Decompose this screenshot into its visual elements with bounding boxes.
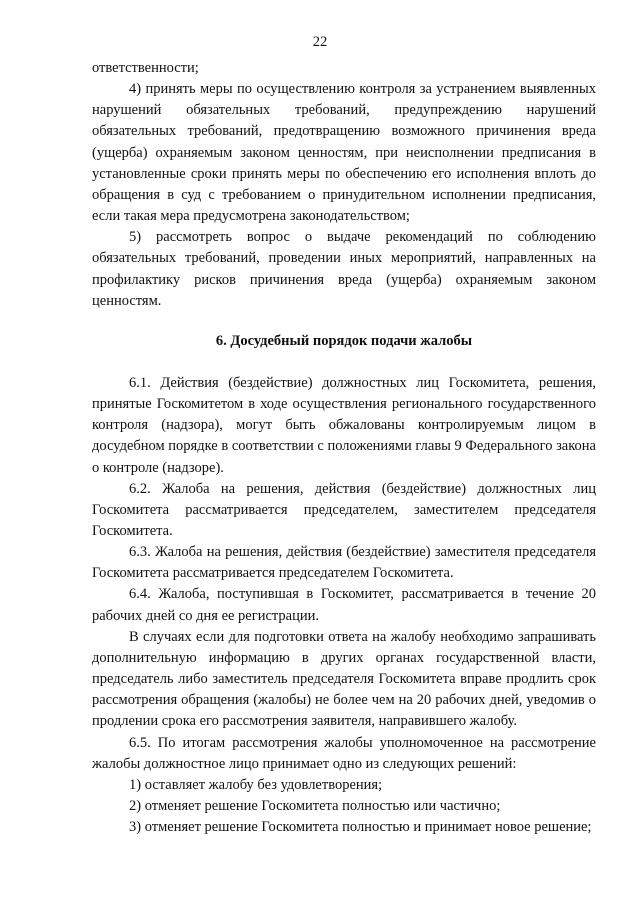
- page-number: 22: [312, 34, 328, 50]
- paragraph: 6.3. Жалоба на решения, действия (бездействие) заместителя председателя Госкомитета рассматривается председателем Госкомитета.: [92, 544, 596, 582]
- list-item: 3) отменяет решение Госкомитета полностью и принимает новое решение;: [129, 819, 592, 836]
- document-body: [92, 58, 596, 838]
- section-heading: 6. Досудебный порядок подачи жалобы: [215, 332, 473, 349]
- paragraph: 4) принять меры по осуществлению контроля за устранением выявленных нарушений обязательных требований, предупреждению нарушений обязательных требований, предотвращению возможного причинения вреда (ущерба) охраняемым законом ценностям, при неисполнении предписания в установленные сроки принять меры по обеспечению его исполнения вплоть до обращения в суд с требованием о принудительном исполнении предписания, если такая мера предусмотрена законодательством;: [92, 81, 596, 225]
- list-item: 1) оставляет жалобу без удовлетворения;: [129, 776, 383, 793]
- paragraph: 6.1. Действия (бездействие) должностных лиц Госкомитета, решения, принятые Госкомитетом в ходе осуществления регионального государственного контроля (надзора), могут быть обжалованы контролируемым лицом в досудебном порядке в соответствии с положениями главы 9 Федерального закона о контроле (надзоре).: [92, 374, 596, 476]
- paragraph: 6.4. Жалоба, поступившая в Госкомитет, рассматривается в течение 20 рабочих дней со дня ее регистрации.: [92, 586, 596, 624]
- paragraph: 6.5. По итогам рассмотрения жалобы уполномоченное на рассмотрение жалобы должностное лицо принимает одно из следующих решений:: [92, 734, 596, 772]
- paragraph: 6.2. Жалоба на решения, действия (бездействие) должностных лиц Госкомитета рассматривается председателем, заместителем председателя Госкомитета.: [92, 480, 596, 539]
- paragraph: ответственности;: [92, 60, 199, 76]
- list-item: 2) отменяет решение Госкомитета полностью или частично;: [129, 798, 501, 814]
- paragraph: 5) рассмотреть вопрос о выдаче рекомендаций по соблюдению обязательных требований, проведении иных мероприятий, направленных на профилактику рисков причинения вреда (ущерба) охраняемым законом ценностям.: [92, 229, 596, 309]
- paragraph: В случаях если для подготовки ответа на жалобу необходимо запрашивать дополнительную информацию в других органах государственной власти, председатель либо заместитель председателя Госкомитета вправе продлить срок рассмотрения обращения (жалобы) не более чем на 20 рабочих дней, уведомив о продлении срока его рассмотрения заявителя, направившего жалобу.: [92, 628, 596, 730]
